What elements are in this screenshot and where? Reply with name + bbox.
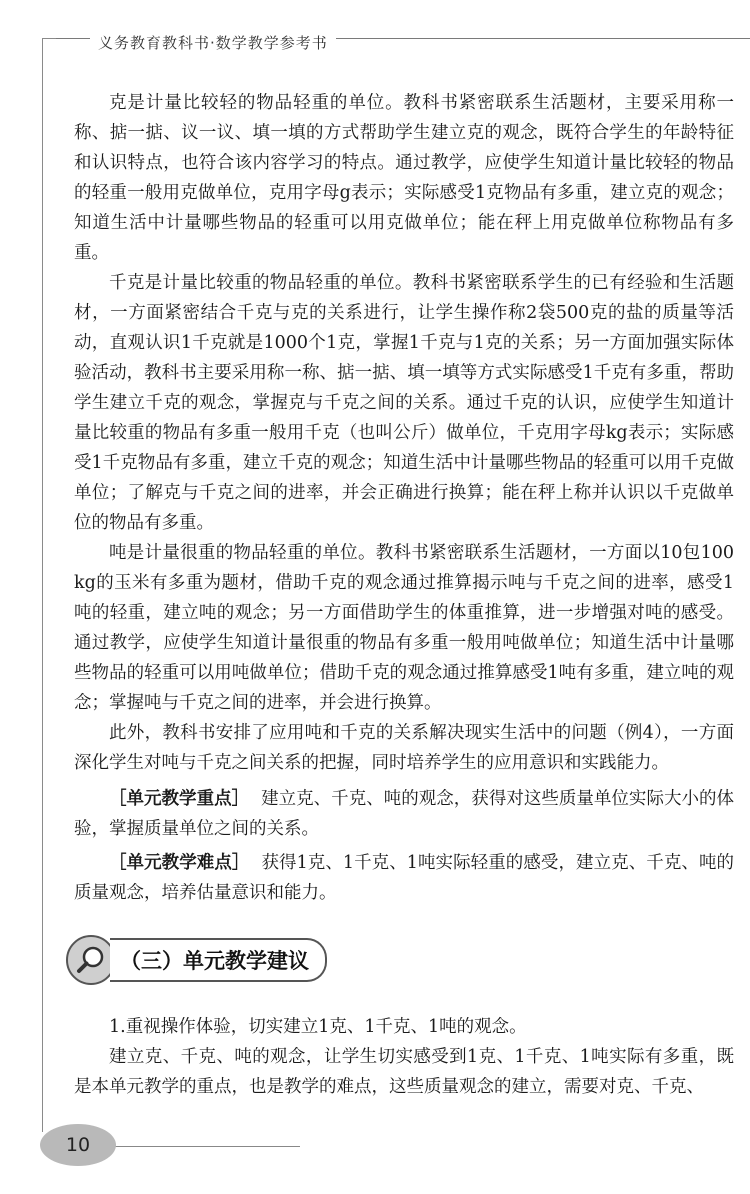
paragraph-gram: 克是计量比较轻的物品轻重的单位。教科书紧密联系生活题材，主要采用称一称、掂一掂、议一议、填一填的方式帮助学生建立克的观念，既符合学生的年龄特征和认识特点，也符合该内容学习的特点。通过教学，应使学生知道计量比较轻的物品的轻重一般用克做单位，克用字母g表示；实际感受1克物品有多重，建立克的观念；知道生活中计量哪些物品的轻重可以用克做单位；能在秤上用克做单位称物品有多重。 [74,93,734,263]
key-point [74,784,734,844]
suggestions-text [74,1012,734,1102]
footer-rule [90,1146,300,1147]
suggestion-heading: 1.重视操作体验，切实建立1克、1千克、1吨的观念。 [109,1017,527,1037]
section-title: （三）单元教学建议 [110,938,327,982]
magnifier-icon [66,935,116,985]
body-text [74,88,734,908]
paragraph-ton: 吨是计量很重的物品轻重的单位。教科书紧密联系生活题材，一方面以10包100 kg的玉米有多重为题材，借助千克的观念通过推算揭示吨与千克之间的进率，感受1吨的轻重，建立吨的观念；另一方面借助学生的体重推算，进一步增强对吨的感受。通过教学，应使学生知道计量很重的物品有多重一般用吨做单位；知道生活中计量哪些物品的轻重可以用吨做单位；借助千克的观念通过推算感受1吨有多重，建立吨的观念；掌握吨与千克之间的进率，并会进行换算。 [74,543,734,713]
key-point-text: 建立克、千克、吨的观念，获得对这些质量单位实际大小的体验，掌握质量单位之间的关系。 [74,789,735,839]
frame-corner [42,38,57,53]
difficulty-label: ［单元教学难点］ [109,853,250,873]
running-header: 义务教育教科书·数学教学参考书 [90,32,336,53]
key-point-label: ［单元教学重点］ [109,789,250,809]
difficulty-text: 获得1克、1千克、1吨实际轻重的感受，建立克、千克、吨的质量观念，培养估量意识和能力。 [74,853,734,903]
difficulty [74,848,734,908]
margin-rule [42,52,43,1132]
suggestion-paragraph: 建立克、千克、吨的观念，让学生切实感受到1克、1千克、1吨实际有多重，既是本单元教学的重点，也是教学的难点，这些质量观念的建立，需要对克、千克、 [74,1047,734,1097]
page-number: 10 [40,1124,116,1166]
paragraph-kilogram: 千克是计量比较重的物品轻重的单位。教科书紧密联系学生的已有经验和生活题材，一方面紧密结合千克与克的关系进行，让学生操作称2袋500克的盐的质量等活动，直观认识1千克就是1000个1克，掌握1千克与1克的关系；另一方面加强实际体验活动，教科书主要采用称一称、掂一掂、填一填等方式实际感受1千克有多重，帮助学生建立千克的观念，掌握克与千克之间的关系。通过千克的认识，应使学生知道计量比较重的物品有多重一般用千克（也叫公斤）做单位，千克用字母kg表示；实际感受1千克物品有多重，建立千克的观念；知道生活中计量哪些物品的轻重可以用千克做单位；了解克与千克之间的进率，并会正确进行换算；能在秤上称并认识以千克做单位的物品有多重。 [74,273,734,533]
paragraph-extra: 此外，教科书安排了应用吨和千克的关系解决现实生活中的问题（例4），一方面深化学生对吨与千克之间关系的把握，同时培养学生的应用意识和实践能力。 [74,723,734,773]
section-heading [66,935,327,985]
